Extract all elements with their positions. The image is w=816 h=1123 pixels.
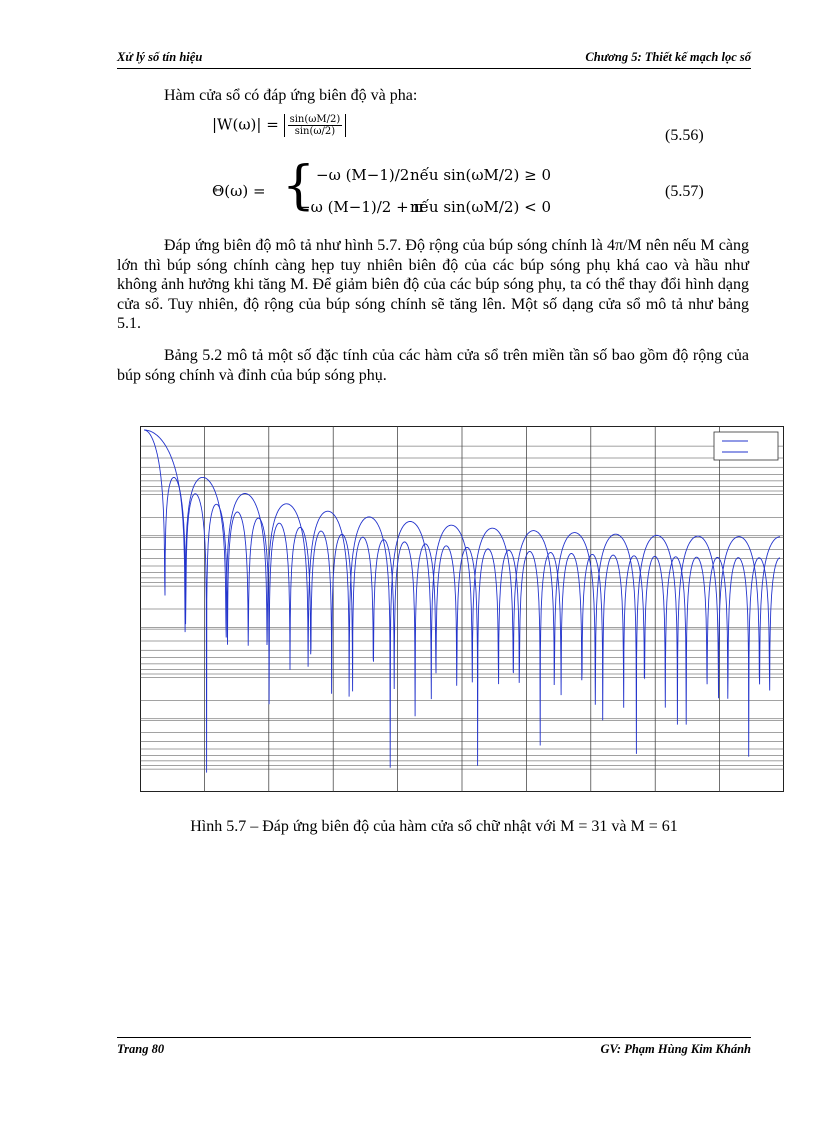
eq1-denominator: sin(ω/2) (294, 126, 336, 137)
footer-author: GV: Phạm Hùng Kim Khánh (600, 1042, 751, 1056)
eq1-fraction (288, 114, 343, 137)
eq2-case2-cond: nếu sin(ωM/2) < 0 (410, 198, 552, 216)
header-book-title: Xử lý số tín hiệu (117, 50, 203, 64)
eq2-case2-expr: −ω (M−1)/2 + π (298, 198, 424, 216)
legend-box (714, 432, 778, 460)
eq1-numerator: sin(ωM/2) (289, 114, 341, 125)
eq1-number: (5.56) (665, 127, 704, 144)
header-rule (117, 68, 751, 69)
eq2-case1-expr: −ω (M−1)/2 (316, 166, 410, 184)
magnitude-response-chart (140, 426, 784, 792)
figure-caption: Hình 5.7 – Đáp ứng biên độ của hàm cửa sổ chữ nhật với M = 31 và M = 61 (190, 818, 678, 835)
eq2-brace: { (282, 156, 316, 216)
intro-text: Hàm cửa sổ có đáp ứng biên độ và pha: (164, 87, 418, 104)
eq1-lhs: |W(ω)| = (212, 115, 279, 134)
header-chapter-title: Chương 5: Thiết kế mạch lọc số (585, 50, 751, 64)
eq2-lhs: Θ(ω) = (212, 182, 266, 200)
footer-rule (117, 1037, 751, 1038)
footer-page-number: Trang 80 (117, 1042, 165, 1056)
paragraph-2: Bảng 5.2 mô tả một số đặc tính của các hàm cửa sổ trên miền tần số bao gồm độ rộng của búp sóng chính và đỉnh của búp sóng phụ. (117, 347, 749, 384)
eq2-case1-cond: nếu sin(ωM/2) ≥ 0 (410, 166, 552, 184)
eq2-number: (5.57) (665, 183, 704, 200)
equation-5-56 (212, 114, 346, 137)
paragraph-1: Đáp ứng biên độ mô tả như hình 5.7. Độ rộng của búp sóng chính là 4π/M nên nếu M càng lớn thì búp sóng chính càng hẹp tuy nhiên biên độ của các búp sóng phụ khá cao và hầu như không ảnh hưởng khi tăng M. Để giảm biên độ của các búp sóng phụ, ta có thể thay đổi hình dạng cửa sổ. Tuy nhiên, độ rộng của búp sóng chính sẽ tăng lên. Một số dạng cửa sổ mô tả như bảng 5.1. (117, 237, 749, 332)
page-header (117, 46, 751, 68)
